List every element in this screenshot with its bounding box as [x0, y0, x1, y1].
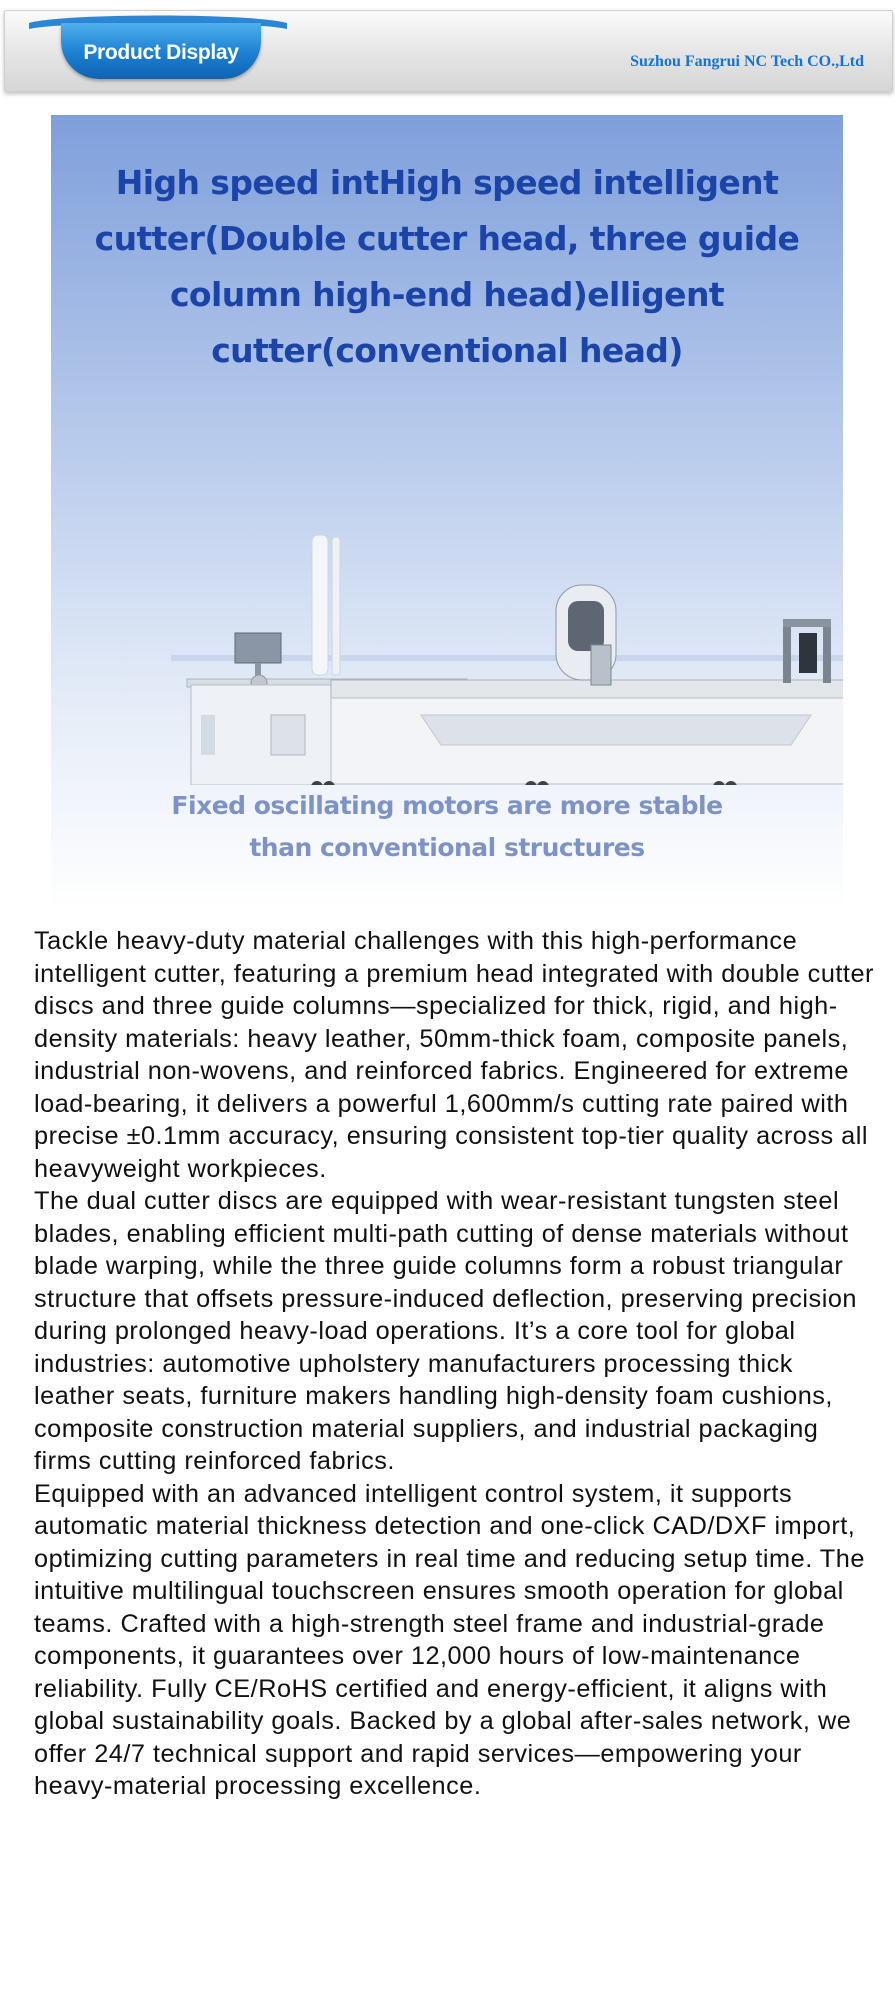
cutter-machine-illustration	[171, 415, 843, 785]
hero-subtitle	[91, 785, 803, 869]
section-header	[4, 10, 893, 92]
description-paragraph: Equipped with an advanced intelligent control system, it supports automatic material thickness detection and one-click CAD/DXF import, optimizing cutting parameters in real time and reducing setup time. The intuitive multilingual touchscreen ensures smooth operation for global teams. Crafted with a high-strength steel frame and industrial-grade components, it guarantees over 12,000 hours of low-maintenance reliability. Fully CE/RoHS certified and energy-efficient, it aligns with global sustainability goals. Backed by a global after-sales network, we offer 24/7 technical support and rapid services—empowering your heavy-material processing excellence.	[34, 1479, 865, 1800]
description-paragraph: Tackle heavy-duty material challenges with this high-performance intelligent cutter, featuring a premium head integrated with double cutter discs and three guide columns—specialized for thick, rigid, and high-density materials: heavy leather, 50mm-thick foam, composite panels, industrial non-wovens, and reinforced fabrics. Engineered for extreme load-bearing, it delivers a powerful 1,600mm/s cutting rate paired with precise ±0.1mm accuracy, ensuring consistent top-tier quality across all heavyweight workpieces.	[34, 927, 874, 1183]
hero-title-line: High speed intHigh speed intelligent	[115, 163, 779, 202]
hero-subtitle-line: Fixed oscillating motors are more stable	[171, 791, 723, 820]
section-title: Product Display	[83, 41, 239, 64]
section-tab	[23, 15, 293, 89]
hero-title-line: cutter(Double cutter head, three guide	[94, 219, 800, 258]
tab-badge	[61, 23, 261, 79]
hero-subtitle-line: than conventional structures	[249, 833, 645, 862]
description-paragraph: The dual cutter discs are equipped with wear-resistant tungsten steel blades, enabling efficient multi-path cutting of dense materials without blade warping, while the three guide columns form a robust triangular structure that offsets pressure-induced deflection, preserving precision during prolonged heavy-load operations. It’s a core tool for global industries: automotive upholstery manufacturers processing thick leather seats, furniture makers handling high-density foam cushions, composite construction material suppliers, and industrial packaging firms cutting reinforced fabrics.	[34, 1187, 857, 1475]
company-name: Suzhou Fangrui NC Tech CO.,Ltd	[630, 53, 864, 70]
product-description	[34, 925, 874, 1803]
hero-title	[91, 155, 803, 379]
hero-title-line: column high-end head)elligent	[169, 275, 725, 314]
product-image	[51, 115, 843, 910]
hero-title-line: cutter(conventional head)	[211, 331, 683, 370]
